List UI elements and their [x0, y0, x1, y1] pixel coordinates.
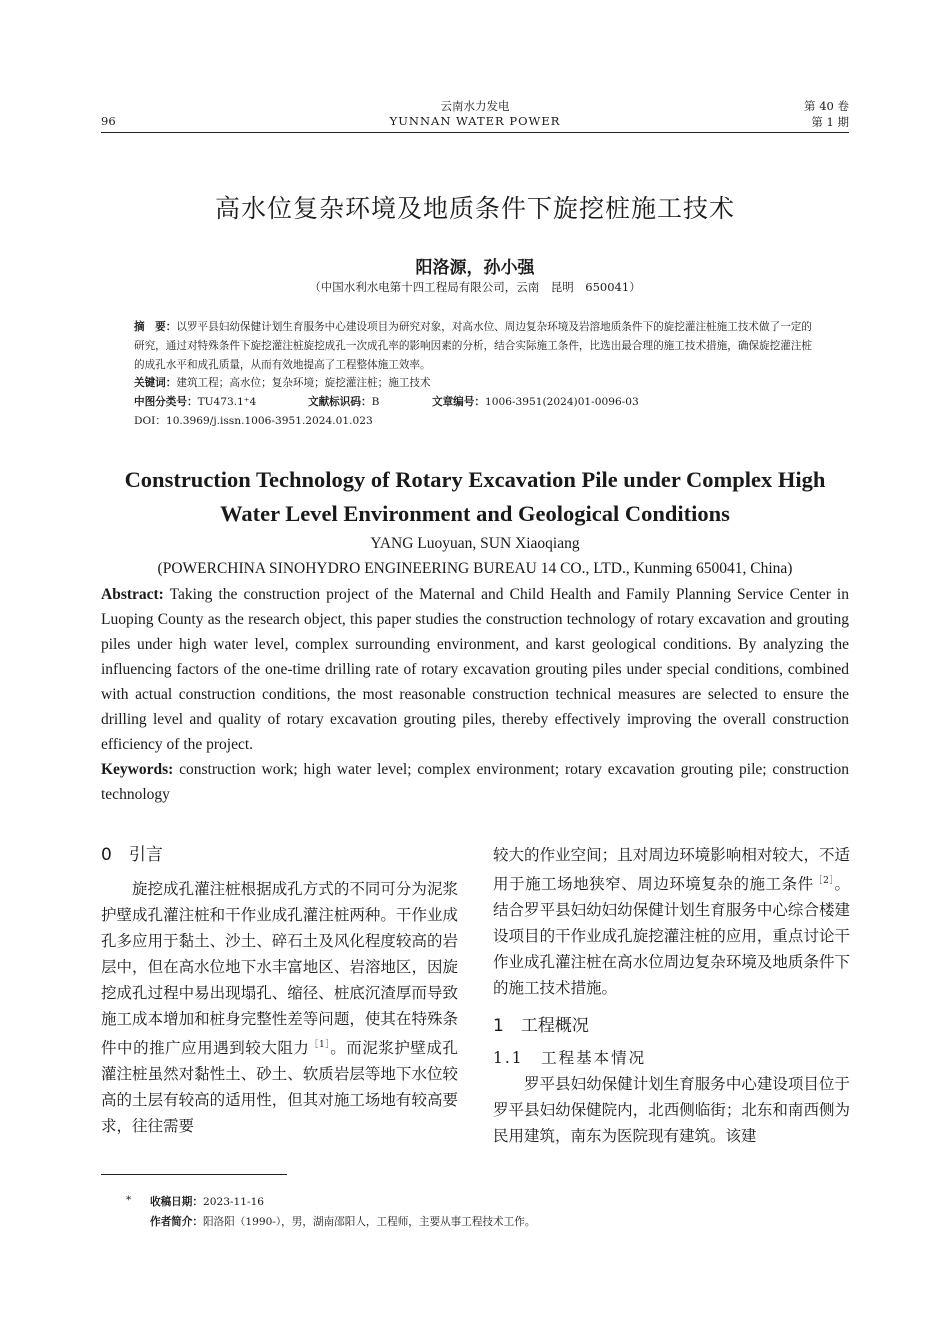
footnote-rule: [101, 1174, 287, 1175]
keywords-cn-label: 关键词：: [134, 377, 177, 389]
journal-name-cn: 云南水力发电: [440, 99, 510, 113]
authors-cn: 阳洛源，孙小强: [415, 258, 535, 278]
doc-code-value: B: [371, 396, 380, 408]
left-column: [101, 842, 458, 1139]
author-bio-label: 作者简介：: [150, 1216, 203, 1228]
authors-en: YANG Luoyuan, SUN Xiaoqiang: [370, 535, 580, 552]
page-number: 96: [101, 114, 116, 128]
paragraph-text: 。而泥浆护壁成孔灌注桩虽然对黏性土、砂土、软质岩层等地下水位较高的土层有较高的适用性，但其对施工场地有较高要求，往往需要: [101, 1039, 458, 1135]
affiliation-en: (POWERCHINA SINOHYDRO ENGINEERING BUREAU 14 CO., LTD., Kunming 650041, China): [157, 560, 793, 577]
article-no-label: 文章编号：: [432, 396, 485, 408]
volume-label: 第 40 卷: [804, 99, 849, 113]
clc-label: 中图分类号：: [134, 396, 198, 408]
keywords-cn-text: 建筑工程；高水位；复杂环境；旋挖灌注桩；施工技术: [176, 377, 431, 389]
received-date: 2023-11-16: [202, 1196, 265, 1208]
article-title-en: Construction Technology of Rotary Excavation Pile under Complex High Water Level Environment and Geological Conditions: [124, 467, 826, 526]
abstract-en-label: Abstract:: [101, 586, 164, 603]
abstract-en-text: Taking the construction project of the Maternal and Child Health and Family Planning Service Center in Luoping County as the research object, this paper studies the construction technology of rotary excavation and grouting piles under high water level, complex surrounding environment, and karst geological conditions. By analyzing the influencing factors of the one-time drilling rate of rotary excavation grouting piles under special conditions, combined with actual construction conditions, the most reasonable construction technical measures are selected to ensure the drilling level and quality of rotary excavation grouting piles, thereby effectively improving the overall construction efficiency of the project.: [101, 586, 849, 753]
keywords-en-label: Keywords:: [101, 761, 174, 778]
keywords-en-text: construction work; high water level; complex environment; rotary excavation grouting pile; construction technology: [101, 761, 849, 803]
section-0-paragraph: [101, 876, 458, 1139]
issue-label: 第 1 期: [811, 115, 849, 129]
paragraph-text: 旋挖成孔灌注桩根据成孔方式的不同可分为泥浆护壁成孔灌注桩和干作业成孔灌注桩两种。干作业成孔多应用于黏土、沙土、碎石土及风化程度较高的岩层中，但在高水位地下水丰富地区、岩溶地区，因旋挖成孔过程中易出现塌孔、缩径、桩底沉渣厚而导致施工成本增加和桩身完整性差等问题，使其在特殊条件中的推广应用遇到较大阻力: [101, 880, 458, 1057]
abstract-cn: [134, 318, 818, 375]
article-title-cn: 高水位复杂环境及地质条件下旋挖桩施工技术: [214, 194, 735, 223]
header-rule: [101, 132, 849, 133]
abstract-cn-text: 以罗平县妇幼保健计划生育服务中心建设项目为研究对象，对高水位、周边复杂环境及岩溶地质条件下的旋挖灌注桩施工技术做了一定的研究，通过对特殊条件下旋挖灌注桩旋挖成孔一次成孔率的影响因素的分析，结合实际施工条件，比选出最合理的施工技术措施，确保旋挖灌注桩的成孔水平和成孔质量，从而有效地提高了工程整体施工效率。: [134, 321, 812, 371]
clc-value: TU473.1⁺4: [197, 396, 257, 408]
abstract-cn-label: 摘 要：: [134, 321, 177, 333]
author-bio: 阳洛阳（1990-），男，湖南邵阳人，工程师，主要从事工程技术工作。: [202, 1216, 536, 1228]
section-1-1-heading: 1.1 工程基本情况: [493, 1049, 647, 1067]
section-0-heading: 0 引言: [101, 845, 163, 865]
section-1-1-paragraph: 罗平县妇幼保健计划生育服务中心建设项目位于罗平县妇幼保健院内，北西侧临街；北东和南西侧为民用建筑，南东为医院现有建筑。该建: [493, 1075, 850, 1145]
doi: DOI：10.3969/j.issn.1006-3951.2024.01.023: [134, 415, 373, 427]
paragraph-text: 。结合罗平县妇幼妇幼保健计划生育服务中心综合楼建设项目的干作业成孔旋挖灌注桩的应用，重点讨论干作业成孔灌注桩在高水位周边复杂环境及地质条件下的施工技术措施。: [493, 875, 850, 997]
section-1-heading: 1 工程概况: [493, 1016, 589, 1036]
footnote-author: [150, 1214, 850, 1229]
journal-name-en: YUNNAN WATER POWER: [389, 114, 561, 128]
article-no-line: [432, 393, 732, 412]
received-label: 收稿日期：: [150, 1196, 203, 1208]
doc-code-line: [308, 393, 428, 412]
footnote-marker: *: [126, 1194, 132, 1206]
doc-code-label: 文献标识码：: [308, 396, 372, 408]
section-0-paragraph-cont: [493, 842, 850, 1001]
footnote-received: [150, 1194, 850, 1209]
citation-2: ［2］: [813, 876, 835, 886]
affiliation-cn: （中国水利水电第十四工程局有限公司，云南 昆明 650041）: [309, 280, 641, 294]
abstract-en: [101, 582, 849, 807]
right-column: [493, 842, 850, 1149]
citation-1: ［1］: [309, 1040, 331, 1050]
keywords-cn: [134, 374, 818, 393]
paragraph-text: 较大的作业空间；且对周边环境影响相对较大，不适用于施工场地狭窄、周边环境复杂的施工条件: [493, 846, 850, 893]
article-no-value: 1006-3951(2024)01-0096-03: [484, 396, 639, 408]
